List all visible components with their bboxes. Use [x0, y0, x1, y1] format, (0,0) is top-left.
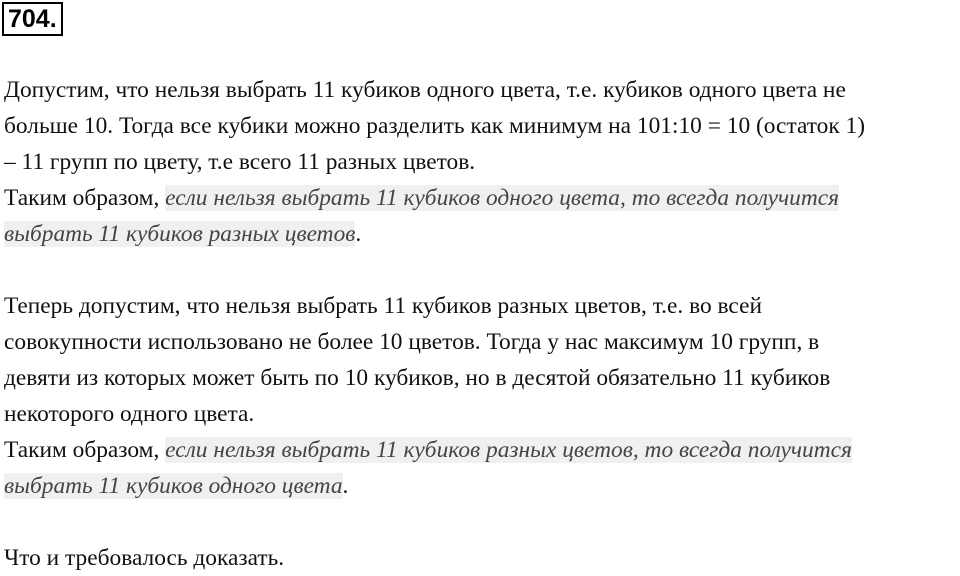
conclusion1-line2 — [4, 216, 954, 252]
conclusion1-highlight2: выбрать 11 кубиков разных цветов — [4, 221, 356, 247]
paragraph-gap — [4, 252, 954, 288]
conclusion2-highlight2: выбрать 11 кубиков одного цвета — [4, 473, 343, 499]
problem-number: 704. — [2, 2, 63, 36]
solution-text — [4, 72, 954, 576]
conclusion1-prefix: Таким образом, — [4, 185, 166, 211]
conclusion2-prefix: Таким образом, — [4, 437, 166, 463]
paragraph2-line2: совокупности использовано не более 10 цветов. Тогда у нас максимум 10 групп, в — [4, 329, 820, 355]
conclusion1-line1 — [4, 180, 954, 216]
conclusion2-line2 — [4, 468, 954, 504]
paragraph1-line3: – 11 групп по цвету, т.е всего 11 разных цветов. — [4, 149, 476, 175]
paragraph1-line1: Допустим, что нельзя выбрать 11 кубиков одного цвета, т.е. кубиков одного цвета не — [4, 77, 846, 103]
conclusion2-suffix: . — [342, 473, 349, 499]
paragraph1-line2: больше 10. Тогда все кубики можно разделить как минимум на 101:10 = 10 (остаток 1) — [4, 113, 866, 139]
paragraph2-line3: девяти из которых может быть по 10 кубиков, но в десятой обязательно 11 кубиков — [4, 365, 831, 391]
conclusion2-highlight1: если нельзя выбрать 11 кубиков разных цветов, то всегда получится — [165, 437, 852, 463]
paragraph2-line4: некоторого одного цвета. — [4, 401, 255, 427]
closing-line: Что и требовалось доказать. — [4, 545, 285, 571]
paragraph-gap — [4, 504, 954, 540]
conclusion1-suffix: . — [355, 221, 362, 247]
conclusion2-line1 — [4, 432, 954, 468]
conclusion1-highlight1: если нельзя выбрать 11 кубиков одного цвета, то всегда получится — [165, 185, 840, 211]
paragraph2-line1: Теперь допустим, что нельзя выбрать 11 кубиков разных цветов, т.е. во всей — [4, 293, 762, 319]
